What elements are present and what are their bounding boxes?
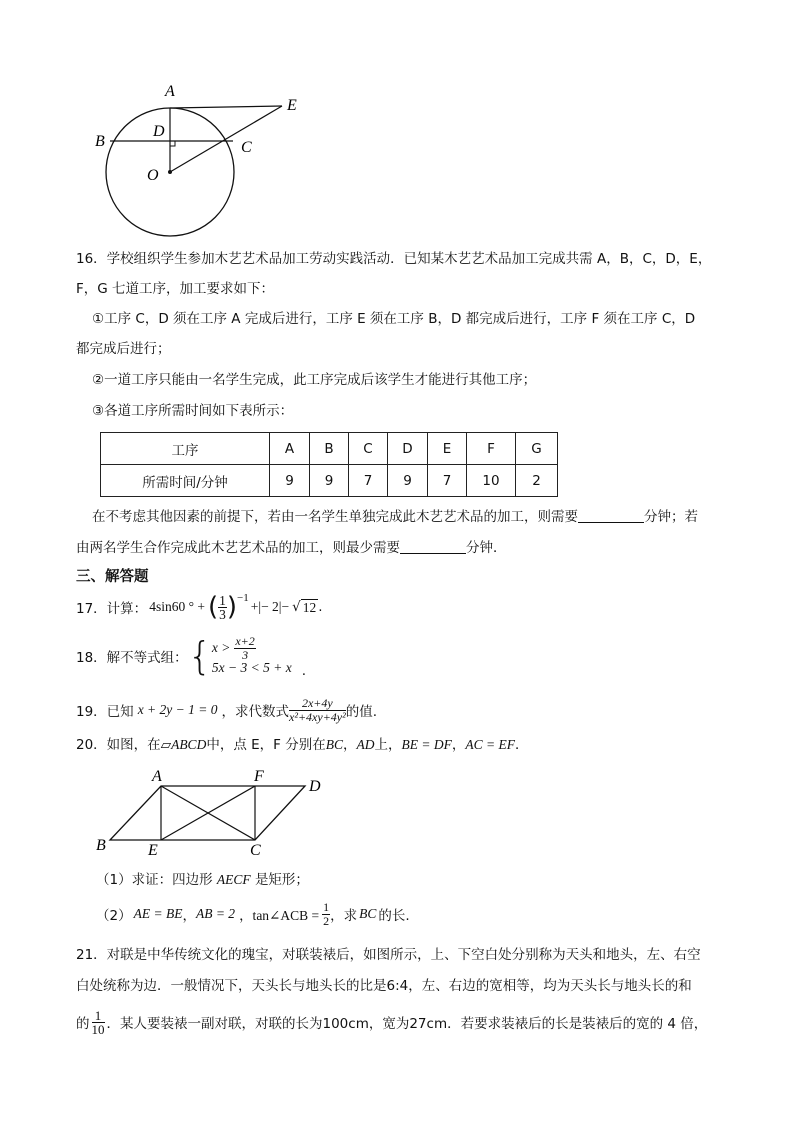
q20-eq1: BE = DF bbox=[401, 737, 452, 752]
q20-sub1-b: AECF bbox=[216, 872, 251, 887]
q16-ans-a: 在不考虑其他因素的前提下，若由一名学生单独完成此木艺艺术品的加工，则需要 bbox=[92, 509, 578, 525]
step-cell: E bbox=[428, 433, 467, 465]
brace-icon: { bbox=[187, 634, 212, 678]
q17-exponent: −1 bbox=[237, 592, 249, 604]
q20-sub2-g: BC bbox=[359, 906, 377, 921]
step-cell: A bbox=[270, 433, 310, 465]
label-A: A bbox=[165, 83, 175, 100]
q18-end: . bbox=[301, 663, 306, 679]
q20-eq2: AC = EF bbox=[465, 737, 515, 752]
header-label: 工序 bbox=[101, 433, 270, 465]
label-E: E bbox=[287, 97, 297, 114]
step-cell: G bbox=[516, 433, 558, 465]
q20-fraction bbox=[322, 901, 330, 928]
q18 bbox=[76, 633, 306, 679]
q16-answer-line2 bbox=[76, 538, 507, 558]
table-row bbox=[101, 433, 558, 465]
q20-end: ． bbox=[514, 737, 529, 753]
q21-line1: 21．对联是中华传统文化的瑰宝，对联装裱后，如图所示，上、下空白处分别称为天头和地头，左、右空 bbox=[76, 947, 701, 963]
label-E: E bbox=[148, 842, 158, 859]
q20-sub2-c: ， bbox=[182, 908, 196, 924]
q16-item3: ③各道工序所需时间如下表所示： bbox=[92, 403, 294, 419]
label-D: D bbox=[153, 123, 165, 140]
q20-stem bbox=[76, 735, 528, 755]
q16-item1b: 都完成后进行； bbox=[76, 341, 171, 357]
q16-ans-b: 分钟；若 bbox=[644, 509, 698, 525]
time-cell: 10 bbox=[467, 465, 516, 497]
label-F: F bbox=[254, 768, 264, 785]
q20-sub1 bbox=[96, 870, 309, 890]
paren-right: ) bbox=[226, 592, 238, 622]
q20-ad: AD bbox=[356, 737, 375, 752]
process-time-table bbox=[100, 432, 558, 497]
q20-sub2-f: ，求 bbox=[330, 908, 358, 924]
q16-item2: ②一道工序只能由一名学生完成，此工序完成后该学生才能进行其他工序； bbox=[92, 372, 537, 388]
label-A: A bbox=[152, 768, 162, 785]
frac-den: 3 bbox=[219, 606, 226, 622]
q20-parallelogram: ▱ABCD bbox=[160, 737, 207, 752]
q16-ans-c: 由两名学生合作完成此木艺艺术品的加工，则最少需要 bbox=[76, 540, 400, 556]
q20-sub2 bbox=[96, 899, 410, 929]
section-heading: 三、解答题 bbox=[76, 569, 149, 585]
q18-prefix: 18．解不等式组： bbox=[76, 650, 188, 666]
label-D: D bbox=[309, 778, 321, 795]
q20-sub2-a: （2） bbox=[96, 908, 132, 924]
step-cell: D bbox=[388, 433, 428, 465]
time-cell: 2 bbox=[516, 465, 558, 497]
q20-text-a: 20．如图，在 bbox=[76, 737, 161, 753]
q21-line3-a: 的 bbox=[76, 1016, 90, 1032]
q20-sub2-b: AE = BE bbox=[133, 906, 183, 921]
frac-num: 2x+4y bbox=[289, 697, 346, 711]
q21-line2: 白处统称为边．一般情况下，天头长与地头长的比是6:4，左、右边的宽相等，均为天头长与地头长的和 bbox=[76, 978, 692, 994]
q20-sub2-e: ，tan∠ACB = bbox=[239, 908, 320, 923]
time-cell: 9 bbox=[270, 465, 310, 497]
time-cell: 9 bbox=[310, 465, 349, 497]
label-C: C bbox=[250, 842, 261, 859]
frac-den: x²+4xy+4y² bbox=[289, 709, 346, 724]
frac-den: 10 bbox=[91, 1021, 105, 1037]
q19 bbox=[76, 695, 377, 725]
q21-line3-b: ．某人要装裱一副对联，对联的长为100cm，宽为27cm．若要求装裱后的长是装裱后的宽的 4 倍， bbox=[106, 1016, 708, 1032]
step-cell: B bbox=[310, 433, 349, 465]
frac-num: 1 bbox=[323, 899, 330, 914]
q21-fraction bbox=[92, 1009, 105, 1036]
step-cell: F bbox=[467, 433, 516, 465]
frac-den: 2 bbox=[323, 913, 330, 928]
q16-item1a: ①工序 C，D 须在工序 A 完成后进行，工序 E 须在工序 B，D 都完成后进行，工序 F 须在工序 C，D bbox=[92, 311, 696, 327]
q19-prefix: 19．已知 bbox=[76, 704, 134, 720]
q18-system bbox=[211, 633, 292, 676]
time-label: 所需时间/分钟 bbox=[101, 465, 270, 497]
frac-num: 1 bbox=[219, 592, 226, 608]
q19-end: 的值. bbox=[345, 704, 378, 720]
paren-left: ( bbox=[207, 592, 219, 622]
q19-mid: ，求代数式 bbox=[221, 704, 290, 720]
q21-line3 bbox=[76, 1004, 707, 1040]
q20-sep1: ， bbox=[342, 737, 357, 753]
q18-ineq2: 5x − 3 < 5 + x bbox=[211, 660, 292, 675]
label-B: B bbox=[96, 837, 106, 854]
frac-num: 1 bbox=[92, 1009, 105, 1023]
answer-blank-2[interactable] bbox=[400, 539, 466, 554]
label-B: B bbox=[95, 133, 105, 150]
q18-ineq1-lhs: x > bbox=[211, 640, 231, 655]
q20-sub2-h: 的长. bbox=[378, 908, 410, 924]
q19-fraction bbox=[289, 697, 346, 724]
q20-text-c: 上， bbox=[374, 737, 402, 753]
q19-condition: x + 2y − 1 = 0 bbox=[137, 702, 218, 717]
q17-expr-b: +|− 2|− bbox=[250, 599, 290, 614]
time-cell: 9 bbox=[388, 465, 428, 497]
q18-fraction bbox=[234, 635, 255, 662]
q20-bc: BC bbox=[325, 737, 343, 752]
time-cell: 7 bbox=[428, 465, 467, 497]
answer-blank-1[interactable] bbox=[578, 508, 644, 523]
parallelogram-figure bbox=[90, 765, 340, 860]
q17-end: . bbox=[318, 599, 323, 615]
step-cell: C bbox=[349, 433, 388, 465]
table-row bbox=[101, 465, 558, 497]
q16-line2: F，G 七道工序，加工要求如下： bbox=[76, 281, 275, 297]
q16-answer-line1 bbox=[92, 507, 698, 527]
q17-expr-a: 4sin60 ° + bbox=[149, 599, 205, 614]
q17-prefix: 17．计算： bbox=[76, 601, 148, 617]
q16-line1: 16．学校组织学生参加木艺艺术品加工劳动实践活动．已知某木艺艺术品加工完成共需 A，B，C，D，E， bbox=[76, 251, 712, 267]
q20-sep2: ， bbox=[451, 737, 466, 753]
sqrt-icon: √ bbox=[292, 599, 301, 615]
q20-sub1-c: 是矩形； bbox=[254, 872, 309, 888]
time-cell: 7 bbox=[349, 465, 388, 497]
q20-sub2-d: AB = 2 bbox=[195, 906, 236, 921]
frac-den: 3 bbox=[242, 647, 249, 662]
label-C: C bbox=[241, 139, 252, 156]
circle-figure bbox=[85, 80, 315, 240]
q16-ans-d: 分钟． bbox=[466, 540, 507, 556]
q17 bbox=[76, 592, 323, 622]
q20-text-b: 中，点 E，F 分别在 bbox=[206, 737, 326, 753]
frac-num: x+2 bbox=[235, 633, 255, 648]
q17-radicand: 12 bbox=[302, 599, 317, 615]
q20-sub1-a: （1）求证：四边形 bbox=[96, 872, 213, 888]
label-O: O bbox=[147, 167, 159, 184]
q17-fraction bbox=[218, 594, 227, 621]
